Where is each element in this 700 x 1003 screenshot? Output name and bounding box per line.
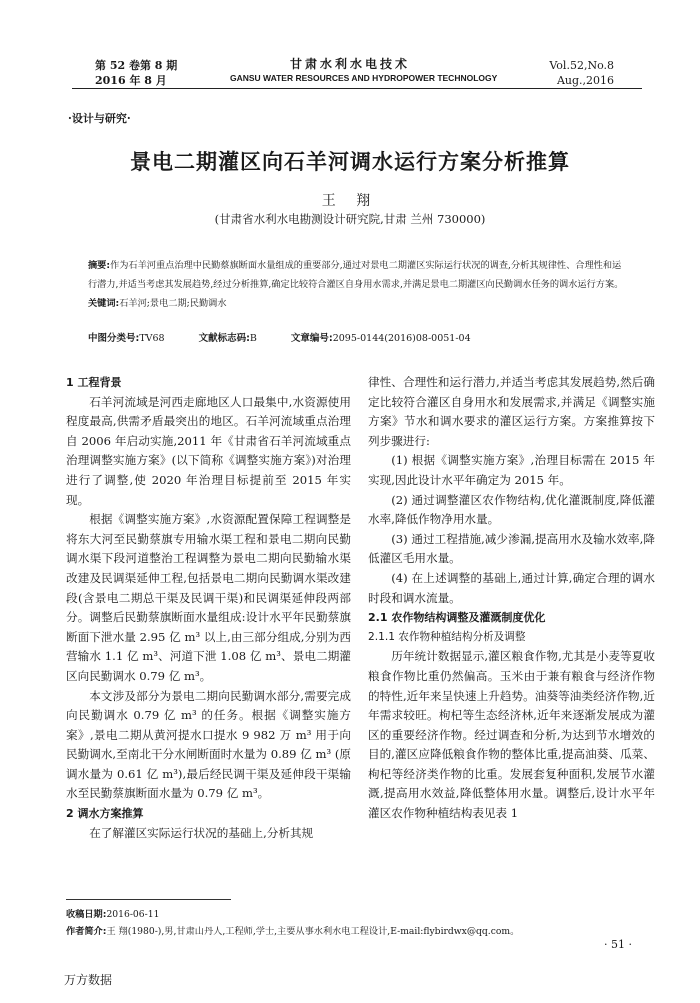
footnote-rule	[66, 899, 231, 900]
author-bio-text: 王 翔(1980-),男,甘肃山丹人,工程师,学士,主要从事水利水电工程设计,E-mail:flybirdwx@qq.com。	[106, 926, 520, 937]
right-column	[368, 373, 655, 824]
abstract-text: 作为石羊河重点治理中民勤蔡旗断面水量组成的重要部分,通过对景电二期灌区实际运行状况的调查,分析其规律性、合理性和运行潜力,并适当考虑其发展趋势,经过分析推算,确定比较符合灌区自身用水需求,并满足景电二期灌区向民勤调水任务的调水运行方案。	[88, 260, 624, 290]
paragraph: 石羊河流域是河西走廊地区人口最集中,水资源使用程度最高,供需矛盾最突出的地区。石羊河流域重点治理自 2006 年启动实施,2011 年《甘肃省石羊河流域重点治理调整实施方案》(以下简称《调整实施方案》)对治理进行了调整,使 2020 年治理目标提前至 2015 年实现。	[66, 394, 351, 507]
volume-en: Vol.52,No.8	[549, 59, 614, 72]
subsection-heading: 2.1 农作物结构调整及灌溉制度优化	[368, 611, 546, 625]
author-bio-label: 作者简介:	[66, 926, 107, 937]
paragraph: 本文涉及部分为景电二期向民勤调水部分,需要完成向民勤调水 0.79 亿 m³ 的任务。根据《调整实施方案》,景电二期从黄河提水口提水 9 982 万 m³ 用于向民勤调水,至南北干分水闸断面时水量为 0.89 亿 m³ (原调水量为 0.61 亿 m³),最后经民调干渠及延伸段干渠输水至民勤蔡旗断面水量为 0.79 亿 m³。	[66, 688, 351, 801]
step-item: (1) 根据《调整实施方案》,治理目标需在 2015 年实现,因此设计水平年确定为 2015 年。	[368, 453, 655, 487]
step-item: (3) 通过工程措施,减少渗漏,提高用水及输水效率,降低灌区毛用水量。	[368, 531, 655, 566]
doc-code-label: 文献标志码:	[198, 333, 250, 344]
paragraph: 在了解灌区实际运行状况的基础上,分析其规	[89, 825, 314, 840]
article-no-label: 文章编号:	[290, 333, 333, 344]
author-affiliation: (甘肃省水利水电勘测设计研究院,甘肃 兰州 730000)	[214, 212, 486, 226]
section-tag: ·设计与研究·	[68, 112, 131, 125]
doc-code: B	[249, 333, 257, 344]
watermark: 万方数据	[64, 973, 113, 987]
paper-title: 景电二期灌区向石羊河调水运行方案分析推算	[130, 149, 570, 174]
step-item: (4) 在上述调整的基础上,通过计算,确定合理的调水时段和调水流量。	[368, 570, 655, 605]
received-label: 收稿日期:	[66, 909, 107, 920]
keywords: 石羊河;景电二期;民勤调水	[119, 298, 227, 309]
keywords-label: 关键词:	[88, 298, 120, 309]
received-date	[66, 906, 159, 920]
paragraph: 根据《调整实施方案》,水资源配置保障工程调整是将东大河至民勤蔡旗专用输水渠工程和景电二期向民勤调水渠下段河道整治工程调整为景电二期向民勤输水渠改建及民调渠延伸工程,包括景电二期向民勤调水渠改建段(含景电二期总干渠及民调干渠)和民调渠延伸段两部分。调整后民勤蔡旗断面水量组成:设计水平年民勤蔡旗断面下泄水量 2.95 亿 m³ 以上,由三部分组成,分别为西营输水 1.1 亿 m³、河道下泄 1.08 亿 m³、景电二期灌区向民勤调水 0.79 亿 m³。	[66, 512, 351, 683]
section-heading-1: 1 工程背景	[66, 376, 122, 389]
date-zh: 2016 年 8 月	[95, 74, 167, 87]
date-en: Aug.,2016	[556, 74, 614, 87]
journal-issue-en	[549, 58, 614, 88]
step-item: (2) 通过调整灌区农作物结构,优化灌溉制度,降低灌水率,降低作物净用水量。	[368, 492, 655, 527]
subsubsection-heading: 2.1.1 农作物种植结构分析及调整	[368, 630, 526, 643]
clc-label: 中图分类号:	[88, 333, 140, 344]
article-number: 2095-0144(2016)08-0051-04	[332, 333, 471, 344]
classification-line	[88, 330, 471, 344]
abstract	[88, 256, 624, 313]
left-column	[66, 373, 351, 843]
journal-name-zh: 甘肃水利水电技术	[289, 57, 410, 71]
header-rule	[72, 88, 642, 89]
journal-name-en: GANSU WATER RESOURCES AND HYDROPOWER TECHNOLOGY	[230, 73, 498, 83]
abstract-label: 摘要:	[88, 260, 111, 271]
section-heading-2: 2 调水方案推算	[66, 807, 144, 821]
journal-issue-zh	[95, 58, 177, 88]
received-value: 2016-06-11	[106, 909, 160, 920]
paragraph: 律性、合理性和运行潜力,并适当考虑其发展趋势,然后确定比较符合灌区自身用水和发展需求,并满足《调整实施方案》节水和调水要求的灌区运行方案。方案推算按下列步骤进行:	[368, 375, 655, 448]
paragraph: 历年统计数据显示,灌区粮食作物,尤其是小麦等夏收粮食作物比重仍然偏高。玉米由于兼有粮食与经济作物的特性,近年来呈快速上升趋势。油葵等油类经济作物,近年需求较旺。枸杞等生态经济林,近年来逐渐发展成为灌区的重要经济作物。经过调查和分析,为达到节水增效的目的,灌区应降低粮食作物的整体比重,提高油葵、瓜菜、枸杞等经济类作物的比重。发展套复种面积,发展节水灌溉,提高用水效益,降低整体用水量。调整后,设计水平年灌区农作物种植结构表见表 1	[368, 649, 655, 821]
journal-name	[230, 57, 498, 85]
author-name: 王 翔	[321, 193, 379, 209]
page-number: · 51 ·	[604, 938, 632, 951]
volume-zh: 第 52 卷第 8 期	[95, 59, 178, 72]
clc-number: TV68	[139, 333, 165, 344]
author-bio	[66, 923, 519, 937]
